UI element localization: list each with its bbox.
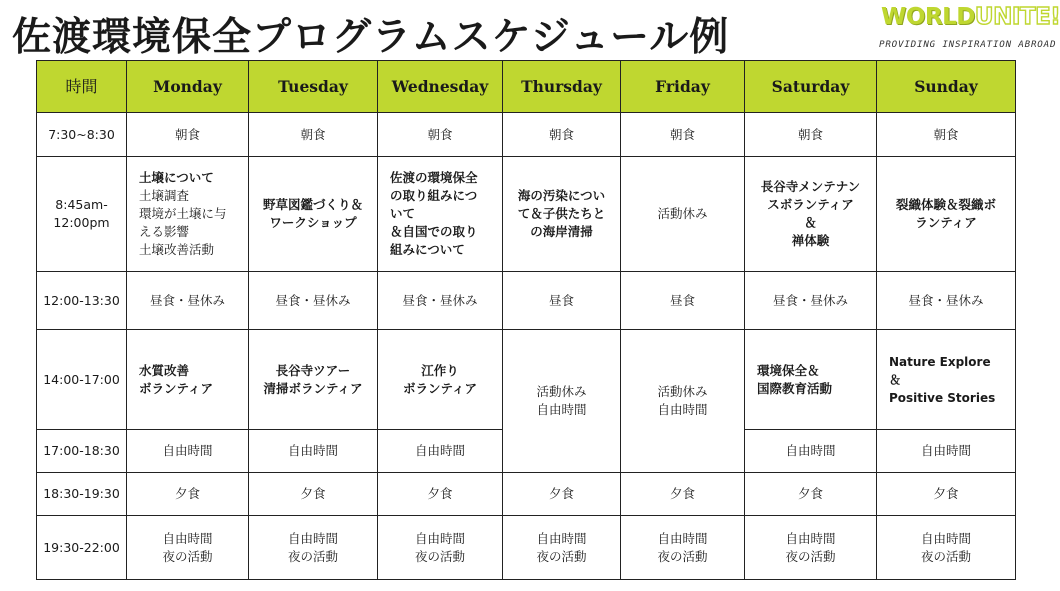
- logo-tagline: PROVIDING INSPIRATION ABROAD: [879, 39, 1057, 50]
- cell-line: ＆自国での取り: [390, 224, 478, 239]
- schedule-cell: 朝食: [249, 113, 378, 157]
- cell-line: 江作り: [421, 362, 459, 378]
- cell-line: ボランティア: [402, 380, 477, 396]
- schedule-cell: 夕食: [877, 473, 1016, 516]
- logo-brand-unite: UNITE!: [974, 4, 1060, 30]
- schedule-cell: 昼食: [503, 272, 621, 330]
- schedule-cell: 夕食: [503, 473, 621, 516]
- header-tuesday: Tuesday: [249, 61, 378, 113]
- cell-line: 自由時間: [414, 530, 465, 546]
- header-row: [37, 61, 1016, 113]
- time-cell: 17:00-18:30: [37, 430, 127, 473]
- cell-line: 自由時間: [920, 530, 971, 546]
- schedule-cell: 朝食: [503, 113, 621, 157]
- cell-line: 夜の活動: [920, 548, 971, 564]
- cell-line: 佐渡の環境保全: [390, 170, 478, 185]
- cell-line: 自由時間: [162, 530, 213, 546]
- schedule-cell: 夕食: [621, 473, 745, 516]
- schedule-table: [36, 60, 1016, 580]
- time-cell: 18:30-19:30: [37, 473, 127, 516]
- cell-line: の取り組みにつ: [390, 188, 478, 203]
- worldunite-logo: [877, 2, 1060, 58]
- cell-line: 禅体験: [791, 233, 830, 248]
- cell-line: 裂織体験＆裂織ボ: [895, 197, 996, 212]
- cell-line: 自由時間: [287, 530, 338, 546]
- schedule-cell: 朝食: [378, 113, 503, 157]
- table-row: [37, 113, 1016, 157]
- header-monday: Monday: [127, 61, 249, 113]
- table-row: [37, 157, 1016, 272]
- schedule-cell-wednesday: [378, 157, 503, 272]
- schedule-cell: [745, 516, 877, 580]
- header-wednesday: Wednesday: [378, 61, 503, 113]
- table-row: [37, 272, 1016, 330]
- cell-line: 自由時間: [785, 530, 836, 546]
- schedule-cell: [503, 516, 621, 580]
- schedule-cell: 昼食・昼休み: [745, 272, 877, 330]
- cell-line: 組みについて: [390, 242, 465, 257]
- schedule-cell: [378, 516, 503, 580]
- schedule-cell: 昼食・昼休み: [249, 272, 378, 330]
- cell-line: 土壌について: [139, 170, 214, 185]
- cell-line: 土壌調査: [139, 188, 190, 203]
- schedule-cell: 朝食: [127, 113, 249, 157]
- schedule-cell-tuesday: [249, 330, 378, 430]
- cell-line: 夜の活動: [536, 548, 587, 564]
- cell-line: 土壌改善活動: [139, 242, 215, 257]
- cell-line: ＆: [889, 372, 902, 387]
- schedule-cell: [127, 516, 249, 580]
- cell-line: Positive Stories: [889, 390, 996, 405]
- schedule-cell: 自由時間: [877, 430, 1016, 473]
- time-cell: 7:30~8:30: [37, 113, 127, 157]
- cell-line: 自由時間: [536, 402, 587, 417]
- time-cell: 12:00-13:30: [37, 272, 127, 330]
- header-thursday: Thursday: [503, 61, 621, 113]
- schedule-cell-monday: [127, 330, 249, 430]
- cell-line: 自由時間: [657, 530, 708, 546]
- schedule-cell-sunday: [877, 330, 1016, 430]
- time-line: 12:00pm: [53, 215, 110, 230]
- time-line: 8:45am-: [55, 197, 108, 212]
- cell-line: 夜の活動: [287, 548, 338, 564]
- schedule-cell: 自由時間: [745, 430, 877, 473]
- schedule-cell-sunday: [877, 157, 1016, 272]
- schedule-cell: 昼食: [621, 272, 745, 330]
- cell-line: 水質改善: [139, 362, 190, 378]
- cell-line: Nature Explore: [889, 354, 991, 369]
- cell-line: 自由時間: [657, 402, 708, 417]
- schedule-cell: 夕食: [378, 473, 503, 516]
- schedule-cell: 夕食: [249, 473, 378, 516]
- schedule-cell: 自由時間: [249, 430, 378, 473]
- cell-line: 長谷寺ツアー: [275, 362, 351, 378]
- schedule-cell: 朝食: [621, 113, 745, 157]
- schedule-cell-thursday: [503, 157, 621, 272]
- cell-line: の海岸清掃: [530, 224, 593, 239]
- schedule-cell: 自由時間: [127, 430, 249, 473]
- cell-line: 活動休み: [536, 384, 587, 399]
- page-title: 佐渡環境保全プログラムスケジュール例: [12, 15, 730, 60]
- schedule-cell: [877, 516, 1016, 580]
- schedule-cell-wednesday: [378, 330, 503, 430]
- cell-line: ＆: [804, 215, 817, 230]
- cell-line: 自由時間: [536, 530, 587, 546]
- schedule-cell: [621, 516, 745, 580]
- header-time: 時間: [37, 61, 127, 113]
- cell-line: える影響: [139, 224, 190, 239]
- schedule-cell: 自由時間: [378, 430, 503, 473]
- cell-line: 環境保全＆: [757, 362, 820, 378]
- cell-line: 夜の活動: [657, 548, 708, 564]
- schedule-cell-friday: [621, 330, 745, 473]
- schedule-cell: 夕食: [745, 473, 877, 516]
- schedule-cell-tuesday: [249, 157, 378, 272]
- schedule-cell: 昼食・昼休み: [877, 272, 1016, 330]
- time-cell: 19:30-22:00: [37, 516, 127, 580]
- schedule-cell: 昼食・昼休み: [378, 272, 503, 330]
- header-friday: Friday: [621, 61, 745, 113]
- logo-brand: [881, 4, 1060, 30]
- schedule-cell: 昼食・昼休み: [127, 272, 249, 330]
- cell-line: スボランティア: [767, 197, 854, 212]
- schedule-cell-monday: [127, 157, 249, 272]
- table-row: [37, 473, 1016, 516]
- table-row: [37, 330, 1016, 430]
- schedule-cell-saturday: [745, 157, 877, 272]
- cell-line: 夜の活動: [785, 548, 836, 564]
- schedule-cell-thursday: [503, 330, 621, 473]
- table-row: [37, 516, 1016, 580]
- schedule-cell: 朝食: [877, 113, 1016, 157]
- header-sunday: Sunday: [877, 61, 1016, 113]
- cell-line: 長谷寺メンテナン: [760, 179, 861, 194]
- schedule-cell: 朝食: [745, 113, 877, 157]
- cell-line: 夜の活動: [414, 548, 465, 564]
- schedule-cell-saturday: [745, 330, 877, 430]
- cell-line: ボランティア: [139, 380, 214, 396]
- cell-line: て＆子供たちと: [517, 206, 606, 221]
- cell-line: 活動休み: [657, 384, 708, 399]
- cell-line: 国際教育活動: [757, 380, 833, 396]
- schedule-cell: [249, 516, 378, 580]
- header-saturday: Saturday: [745, 61, 877, 113]
- time-cell: 14:00-17:00: [37, 330, 127, 430]
- schedule-cell-friday: 活動休み: [621, 157, 745, 272]
- schedule-cell: 夕食: [127, 473, 249, 516]
- logo-brand-world: WORLD: [881, 4, 975, 30]
- cell-line: ランティア: [915, 215, 977, 230]
- cell-line: 清掃ボランティア: [263, 380, 363, 396]
- cell-line: 環境が土壌に与: [139, 206, 227, 221]
- cell-line: 夜の活動: [162, 548, 213, 564]
- cell-line: 野草図鑑づくり＆: [262, 197, 363, 212]
- cell-line: いて: [390, 206, 416, 221]
- cell-line: ワークショップ: [269, 215, 357, 230]
- time-cell: [37, 157, 127, 272]
- cell-line: 海の汚染につい: [517, 188, 606, 203]
